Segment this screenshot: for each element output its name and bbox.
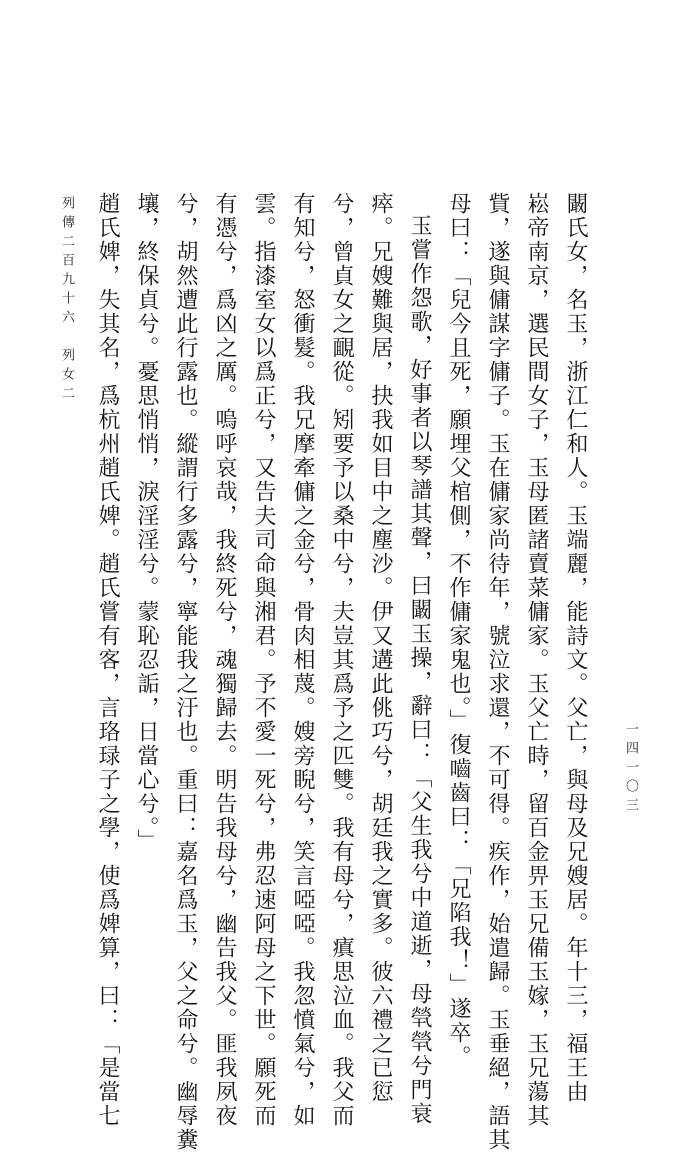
text-column: 兮，曾貞女之靦從。矧要予以桑中兮，夫豈其爲予之匹雙。我有母兮，瘨思泣血。我父而 [329,192,354,1128]
text-column: 瘁。兄嫂難與居，抉我如目中之塵沙。伊又遘此佻巧兮，胡廷我之實多。彼六禮之已愆 [368,192,393,1104]
text-column: 雲。指漆室女以爲正兮，又告夫司命與湘君。予不愛一死兮，弗忍速阿母之下世。願死而 [251,192,276,1128]
text-column: 兮，胡然遭此行露也。縱謂行多露兮，寧能我之汙也。重曰：嘉名爲玉，父之命兮。幽辱糞 [173,192,198,1152]
text-column: 闞氏女，名玉，浙江仁和人。玉端麗，能詩文。父亡，與母及兄嫂居。年十三，福王由 [563,192,588,1104]
text-column: 貲，遂與傭謀字傭子。玉在傭家尚待年，號泣求還，不可得。疾作，始遣歸。玉垂絕，語其 [485,192,510,1152]
text-column: 有知兮，怒衝髮。我兄摩牽傭之金兮，骨肉相蔑。嫂旁睨兮，笑言啞啞。我忽憤氣兮，如 [290,192,315,1128]
running-header: 列傳二百九十六 列女二 [59,196,74,405]
text-column: 趙氏婢，失其名，爲杭州趙氏婢。趙氏嘗有客，言珞琭子之學，使爲婢算，曰：「是當七 [95,192,120,1128]
text-column: 崧帝南京，選民間女子，玉母匿諸賣菜傭家。玉父亡時，留百金畀玉兄備玉嫁，玉兄蕩其 [524,192,549,1128]
page-number: 一四一〇三 [623,722,638,817]
text-column: 有憑兮，爲凶之厲。嗚呼哀哉，我終死兮，魂獨歸去。明告我母兮，幽告我父。匪我夙夜 [212,192,237,1128]
text-column: 母曰：「兒今且死，願埋父棺側，不作傭家鬼也。」復嚙齒曰：「兄陷我！」遂卒。 [446,192,471,1069]
text-column: 玉嘗作怨歌，好事者以琴譜其聲，曰闞玉操，辭曰：「父生我兮中道逝，母煢煢兮門衰 [407,214,432,1126]
text-column: 壤，終保貞兮。憂思悄悄，淚淫淫兮。蒙恥忍詬，日當心兮。」 [134,192,159,853]
